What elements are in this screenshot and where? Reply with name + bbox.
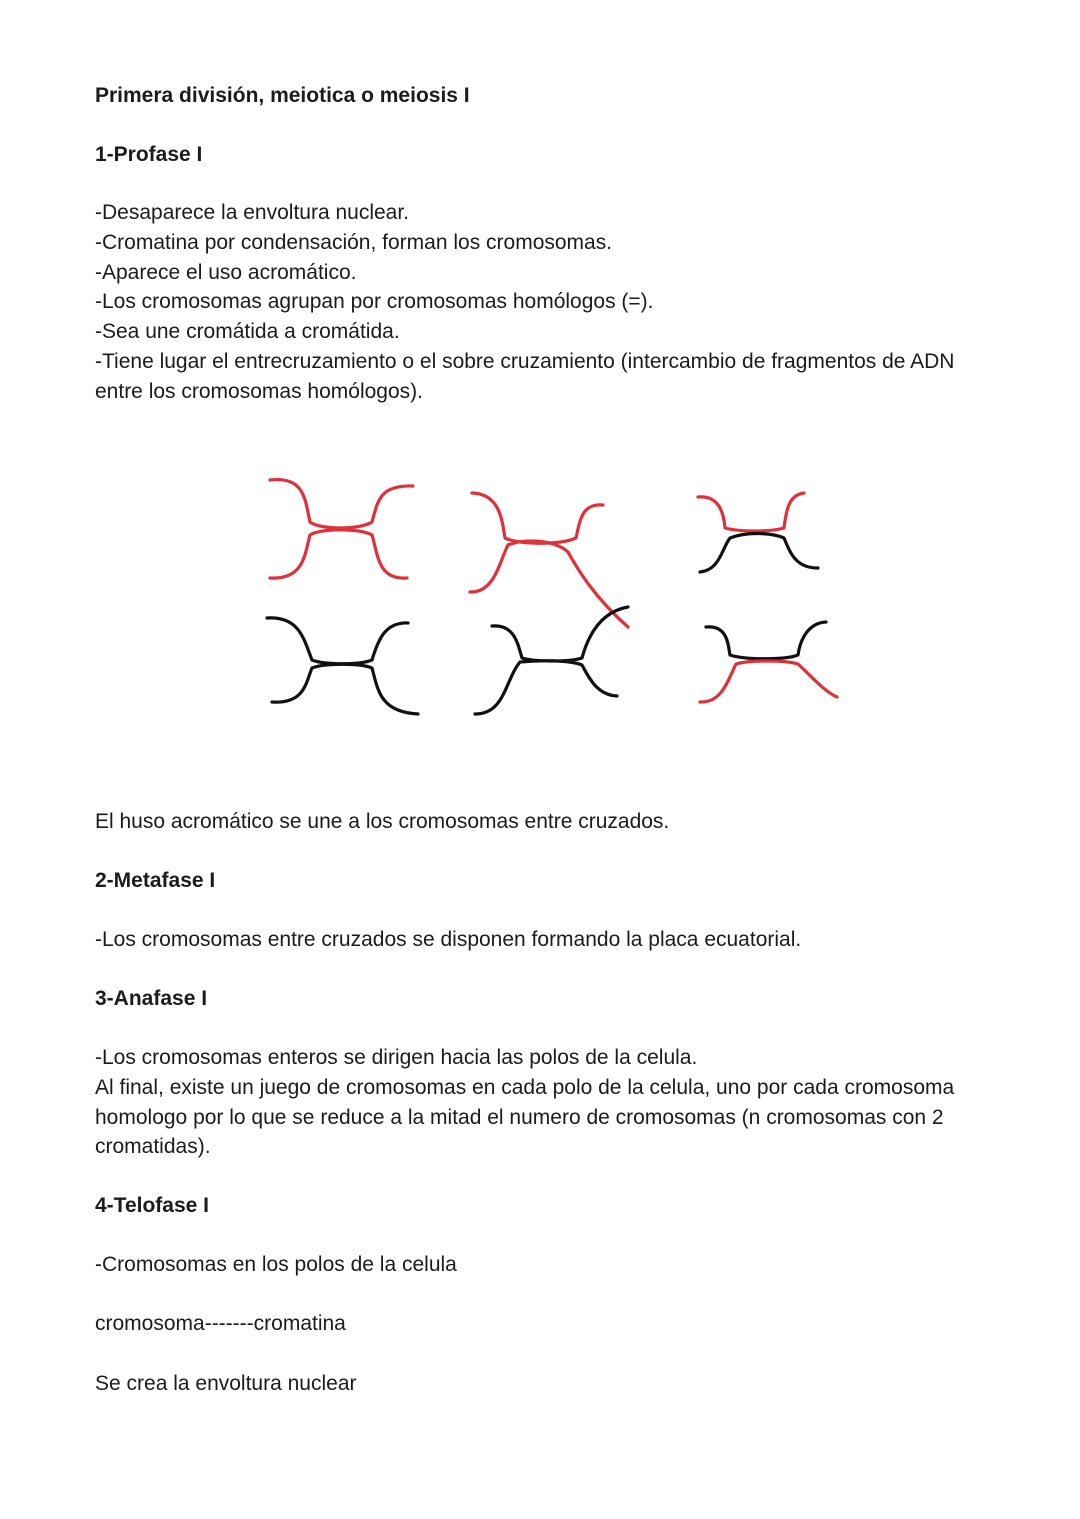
telophase-line: cromosoma-------cromatina	[95, 1312, 346, 1335]
prophase-point: -Cromatina por condensación, forman los cromosomas.	[95, 231, 613, 254]
spindle-note: El huso acromático se une a los cromosomas entre cruzados.	[95, 810, 670, 833]
prophase-point: -Los cromosomas agrupan por cromosomas homólogos (=).	[95, 290, 654, 313]
anaphase-point: Al final, existe un juego de cromosomas en cada polo de la celula, uno por cada cromosoma homologo por lo que se reduce a la mitad el numero de cromosomas (n cromosomas con 2 cromatidas).	[95, 1076, 955, 1159]
chromosome-pair-3-top	[698, 493, 818, 572]
prophase-point: -Desaparece la envoltura nuclear.	[95, 201, 410, 224]
telophase-line: Se crea la envoltura nuclear	[95, 1372, 357, 1395]
heading-telophase: 4-Telofase I	[95, 1194, 209, 1217]
heading-prophase: 1-Profase I	[95, 143, 203, 166]
chromosome-pair-3-bottom	[700, 622, 837, 702]
chromosome-pair-2-red	[470, 493, 628, 627]
metaphase-point: -Los cromosomas entre cruzados se disponen formando la placa ecuatorial.	[95, 928, 802, 951]
chromosome-pair-1-red	[270, 480, 413, 579]
chromosome-pair-2-black	[475, 607, 628, 714]
heading-metaphase: 2-Metafase I	[95, 869, 216, 892]
page-title: Primera división, meiotica o meiosis I	[95, 84, 470, 107]
telophase-line: -Cromosomas en los polos de la celula	[95, 1253, 457, 1276]
prophase-point: -Tiene lugar el entrecruzamiento o el sobre cruzamiento (intercambio de fragmentos de ADN entre los cromosomas homólogos).	[95, 350, 955, 403]
heading-anaphase: 3-Anafase I	[95, 987, 208, 1010]
anaphase-point: -Los cromosomas enteros se dirigen hacia las polos de la celula.	[95, 1046, 698, 1069]
chromosome-pair-1-black	[267, 618, 418, 714]
prophase-point: -Sea une cromátida a cromátida.	[95, 320, 400, 343]
prophase-point: -Aparece el uso acromático.	[95, 261, 357, 284]
